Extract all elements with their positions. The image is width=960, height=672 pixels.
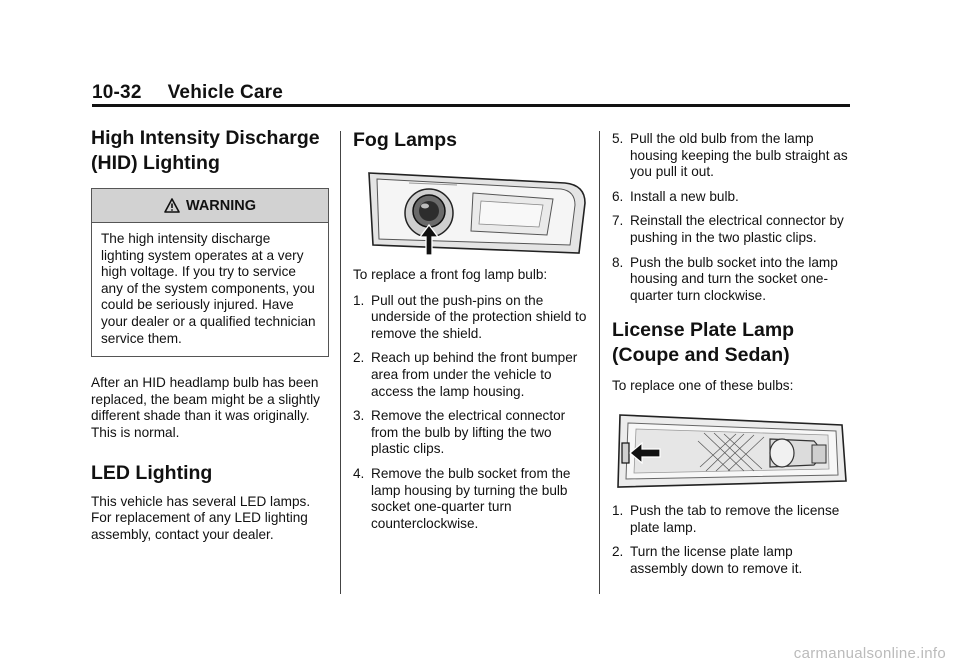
license-plate-lamp-figure bbox=[614, 409, 848, 491]
warning-box bbox=[91, 188, 329, 357]
warning-header bbox=[92, 189, 328, 223]
column-1 bbox=[91, 126, 331, 543]
fog-lamps-heading: Fog Lamps bbox=[353, 129, 458, 151]
column-2 bbox=[353, 126, 593, 540]
list-item: 2. Reach up behind the front bumper area from under the vehicle to access the lamp housing. bbox=[353, 350, 578, 399]
list-item: 1. Pull out the push-pins on the underside of the protection shield to remove the shield. bbox=[353, 292, 587, 341]
license-steps-list bbox=[612, 503, 852, 577]
license-plate-heading: License Plate Lamp (Coupe and Sedan) bbox=[612, 319, 795, 367]
list-item: 5. Pull the old bulb from the lamp housing keeping the bulb straight as you pull it out. bbox=[612, 131, 848, 180]
watermark: carmanualsonline.info bbox=[793, 645, 946, 662]
hid-paragraph: After an HID headlamp bulb has been replaced, the beam might be a slightly different shade than it was originally. This is normal. bbox=[91, 375, 320, 440]
list-item: 8. Push the bulb socket into the lamp housing and turn the socket one-quarter turn clockwise. bbox=[612, 254, 838, 303]
led-lighting-heading: LED Lighting bbox=[91, 461, 213, 484]
fog-lamp-figure bbox=[365, 163, 591, 257]
section-title: Vehicle Care bbox=[167, 82, 284, 103]
warning-triangle-icon bbox=[164, 198, 180, 213]
list-item: 7. Reinstall the electrical connector by pushing in the two plastic clips. bbox=[612, 213, 844, 245]
column-divider bbox=[340, 131, 341, 594]
column-3 bbox=[612, 126, 852, 585]
column-divider bbox=[599, 131, 600, 594]
warning-text: The high intensity discharge lighting system operates at a very high voltage. If you try to service any of the system components, you could be seriously injured. Have your dealer or a qualified technician service them. bbox=[101, 231, 316, 346]
warning-label: WARNING bbox=[185, 197, 257, 214]
list-item: 3. Remove the electrical connector from the bulb by lifting the two plastic clips. bbox=[353, 408, 566, 457]
header-rule bbox=[92, 104, 850, 107]
license-intro: To replace one of these bulbs: bbox=[612, 378, 794, 394]
page-number: 10-32 bbox=[92, 82, 142, 103]
fog-intro: To replace a front fog lamp bulb: bbox=[353, 267, 548, 282]
fog-steps-continued-list bbox=[612, 131, 852, 304]
fog-steps-list bbox=[353, 293, 593, 533]
led-paragraph: This vehicle has several LED lamps. For replacement of any LED lighting assembly, contact your dealer. bbox=[91, 493, 311, 542]
list-item: 4. Remove the bulb socket from the lamp housing by turning the bulb socket one-quarter turn counterclockwise. bbox=[353, 465, 571, 531]
list-item: 1. Push the tab to remove the license plate lamp. bbox=[612, 502, 840, 535]
page-header bbox=[92, 82, 283, 104]
hid-lighting-heading: High Intensity Discharge (HID) Lighting bbox=[91, 127, 320, 174]
list-item: 2. Turn the license plate lamp assembly down to remove it. bbox=[612, 544, 803, 576]
list-item: 6. Install a new bulb. bbox=[612, 188, 739, 204]
